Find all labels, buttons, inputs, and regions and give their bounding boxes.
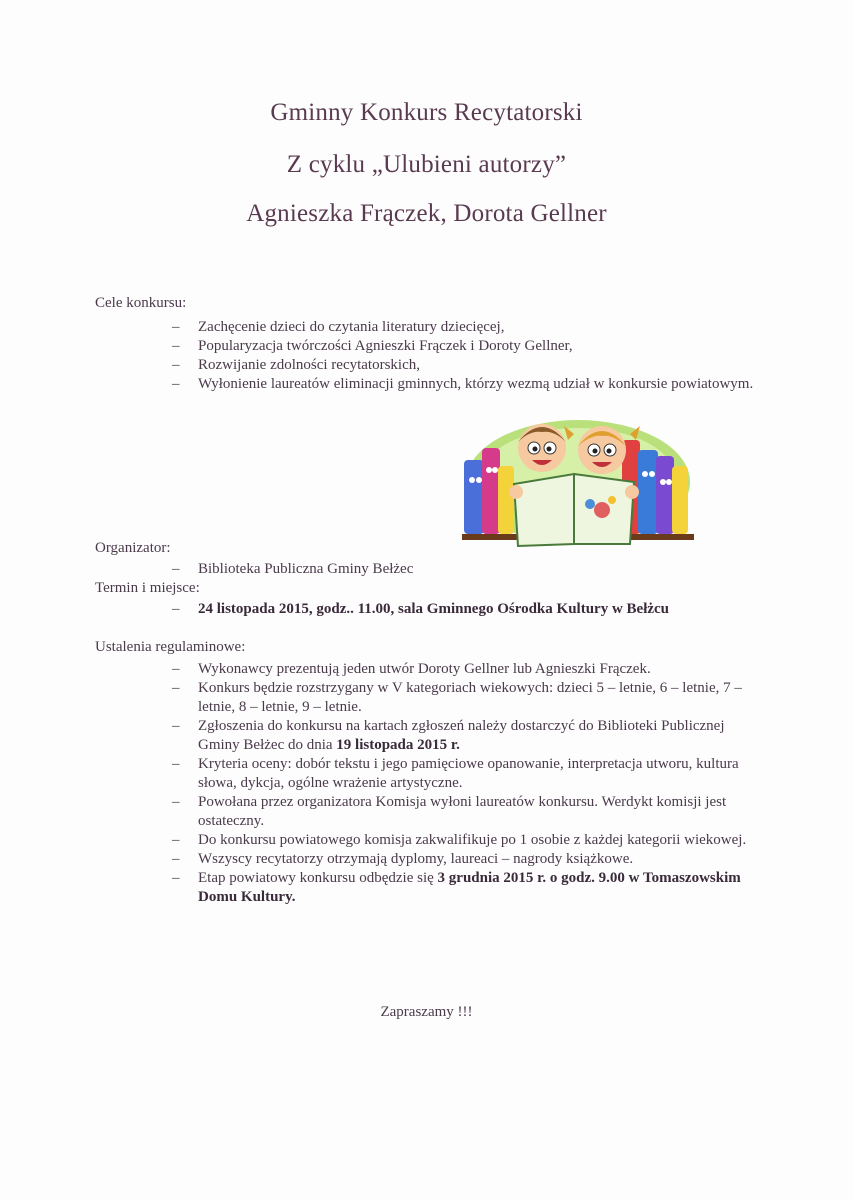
list-item: – Wszyscy recytatorzy otrzymają dyplomy, laureaci – nagrody książkowe. (172, 851, 634, 867)
list-item: – Wyłonienie laureatów eliminacji gminnych, którzy wezmą udział w konkursie powiatowym. (172, 376, 754, 392)
list-item: – Zgłoszenia do konkursu na kartach zgłoszeń należy dostarczyć do Biblioteki Publicznej Gminy Bełżec do dnia 19 listopada 2015 r. (172, 718, 725, 753)
title-line-3: Agnieszka Frączek, Dorota Gellner (246, 200, 607, 227)
list-item: – Rozwijanie zdolności recytatorskich, (172, 357, 421, 373)
rules-label: Ustalenia regulaminowe: (95, 639, 246, 655)
list-item: – Do konkursu powiatowego komisja zakwalifikuje po 1 osobie z każdej kategorii wiekowej. (172, 832, 747, 848)
rules-list (172, 660, 752, 907)
closing-text: Zapraszamy !!! (380, 1004, 473, 1020)
list-item: – Wykonawcy prezentują jeden utwór Doroty Gellner lub Agnieszki Frączek. (172, 661, 651, 677)
list-item: – Konkurs będzie rozstrzygany w V kategoriach wiekowych: dzieci 5 – letnie, 6 – letnie, 7 – letnie, 8 – letnie, 9 – letnie. (172, 680, 742, 715)
list-item: – Zachęcenie dzieci do czytania literatury dziecięcej, (172, 319, 505, 335)
goals-list (172, 318, 772, 394)
title-line-2: Z cyklu „Ulubieni autorzy” (286, 151, 567, 178)
children-reading-illustration (462, 412, 694, 552)
list-item: – Popularyzacja twórczości Agnieszki Frączek i Doroty Gellner, (172, 338, 573, 354)
list-item: – Biblioteka Publiczna Gminy Bełżec (172, 561, 414, 577)
goals-label: Cele konkursu: (95, 295, 187, 311)
when-where-label: Termin i miejsce: (95, 580, 200, 596)
list-item: – Etap powiatowy konkursu odbędzie się 3 grudnia 2015 r. o godz. 9.00 w Tomaszowskim Domu Kultury. (172, 870, 741, 905)
organizer-label: Organizator: (95, 540, 171, 556)
when-where-list (172, 600, 792, 619)
list-item: – 24 listopada 2015, godz.. 11.00, sala Gminnego Ośrodka Kultury w Bełżcu (172, 601, 670, 617)
list-item: – Powołana przez organizatora Komisja wyłoni laureatów konkursu. Werdykt komisji jest ostateczny. (172, 794, 727, 829)
list-item: – Kryteria oceny: dobór tekstu i jego pamięciowe opanowanie, interpretacja utworu, kultura słowa, dykcja, ogólne wrażenie artystyczne. (172, 756, 739, 791)
organizer-list (172, 560, 772, 579)
title-line-1: Gminny Konkurs Recytatorski (270, 99, 583, 126)
